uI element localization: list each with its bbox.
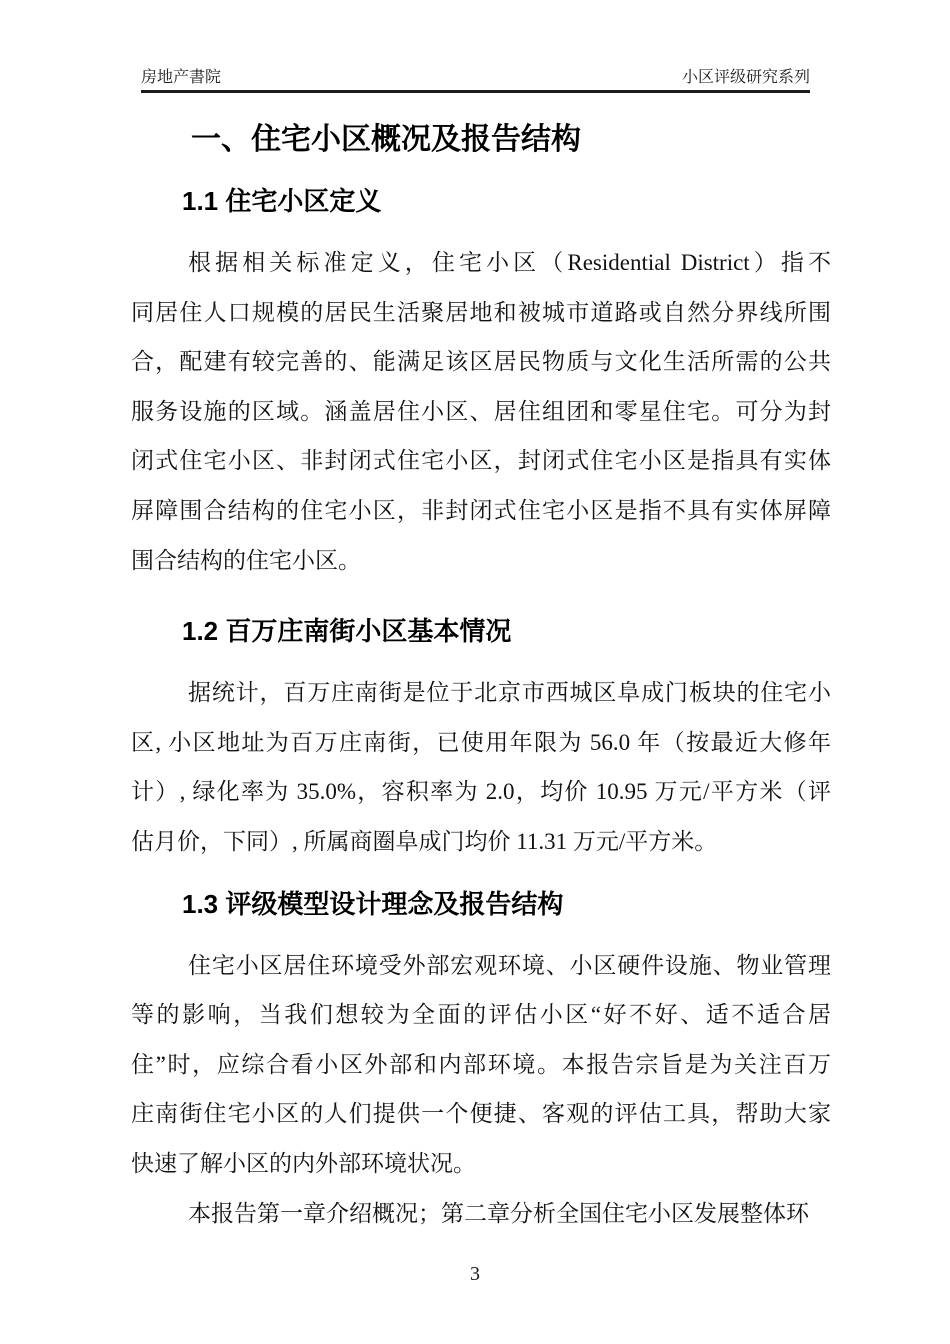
paragraph bbox=[131, 1189, 831, 1239]
text-line: 屏障围合结构的住宅小区，非封闭式住宅小区是指不具有实体屏障 bbox=[131, 497, 831, 523]
text-line: 快速了解小区的内外部环境状况。 bbox=[131, 1150, 476, 1176]
page-title: 一、住宅小区概况及报告结构 bbox=[191, 123, 581, 156]
text-line: 同居住人口规模的居民生活聚居地和被城市道路或自然分界线所围 bbox=[131, 299, 831, 325]
section-heading-1-3: 1.3 评级模型设计理念及报告结构 bbox=[182, 888, 564, 919]
section-heading-1-1: 1.1 住宅小区定义 bbox=[182, 186, 382, 216]
running-header bbox=[141, 0, 810, 93]
text-line: 根据相关标准定义，住宅小区（Residential District）指不 bbox=[188, 250, 831, 275]
text-line: 住”时，应综合看小区外部和内部环境。本报告宗旨是为关注百万 bbox=[131, 1051, 831, 1077]
paragraph bbox=[131, 941, 831, 1189]
text-line: 服务设施的区域。涵盖居住小区、居住组团和零星住宅。可分为封 bbox=[131, 398, 831, 424]
text-line: 本报告第一章介绍概况；第二章分析全国住宅小区发展整体环 bbox=[188, 1200, 809, 1226]
text-line: 合，配建有较完善的、能满足该区居民物质与文化生活所需的公共 bbox=[131, 349, 831, 375]
paragraph bbox=[131, 238, 831, 585]
header-right-text: 小区评级研究系列 bbox=[681, 69, 810, 86]
paragraph bbox=[131, 668, 831, 866]
text-line: 住宅小区居住环境受外部宏观环境、小区硬件设施、物业管理 bbox=[188, 952, 831, 978]
header-left-text: 房地产書院 bbox=[141, 69, 222, 86]
document-body bbox=[0, 121, 950, 1238]
section-1-2 bbox=[131, 614, 831, 866]
page-footer bbox=[0, 1260, 950, 1288]
text-line: 围合结构的住宅小区。 bbox=[131, 547, 361, 573]
text-line: 计）, 绿化率为 35.0%，容积率为 2.0，均价 10.95 万元/平方米（评 bbox=[131, 779, 831, 805]
section-1-1 bbox=[131, 184, 831, 585]
section-1-3 bbox=[131, 887, 831, 1239]
text-line: 据统计，百万庄南街是位于北京市西城区阜成门板块的住宅小 bbox=[188, 680, 831, 706]
text-line: 庄南街住宅小区的人们提供一个便捷、客观的评估工具，帮助大家 bbox=[131, 1101, 831, 1127]
section-heading-1-2: 1.2 百万庄南街小区基本情况 bbox=[182, 616, 512, 647]
text-line: 闭式住宅小区、非封闭式住宅小区，封闭式住宅小区是指具有实体 bbox=[131, 448, 831, 474]
page-number: 3 bbox=[470, 1263, 480, 1285]
text-line: 等的影响，当我们想较为全面的评估小区“好不好、适不适合居 bbox=[131, 1002, 831, 1028]
text-line: 估月价，下同）, 所属商圈阜成门均价 11.31 万元/平方米。 bbox=[131, 828, 718, 854]
text-line: 区, 小区地址为百万庄南街，已使用年限为 56.0 年（按最近大修年 bbox=[131, 729, 831, 755]
